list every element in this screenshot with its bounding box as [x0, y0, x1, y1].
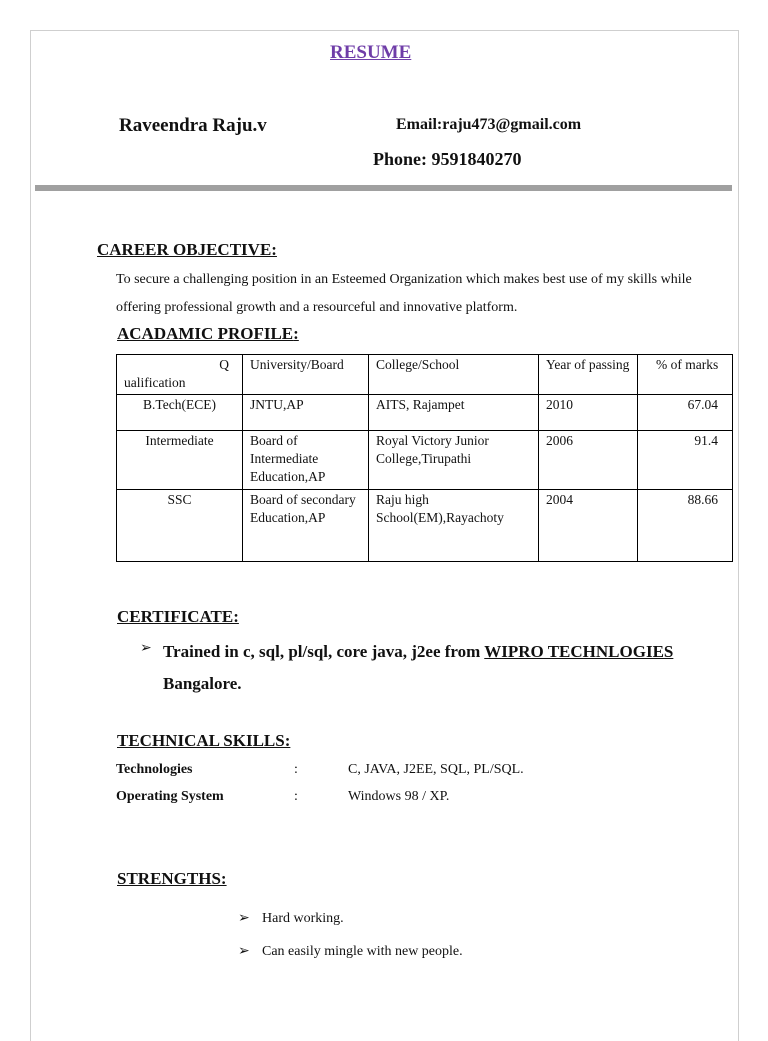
cell-qualification: B.Tech(ECE) [117, 395, 243, 431]
certificate-text-after: Bangalore. [163, 674, 242, 693]
academic-table [116, 354, 733, 562]
certificate-heading: CERTIFICATE: [117, 607, 239, 626]
cell-marks: 67.04 [638, 395, 733, 431]
cell-marks: 88.66 [638, 490, 733, 562]
qualification-header-q: Q [219, 357, 229, 372]
skill-separator: : [294, 789, 298, 804]
column-header-college: College/School [369, 355, 539, 395]
cell-year: 2010 [539, 395, 638, 431]
career-objective-heading: CAREER OBJECTIVE: [97, 240, 277, 259]
arrow-bullet-icon: ➢ [238, 911, 250, 926]
strength-text: Can easily mingle with new people. [262, 944, 463, 959]
candidate-email: Email:raju473@gmail.com [396, 116, 582, 133]
arrow-bullet-icon: ➢ [238, 944, 250, 959]
resume-title: RESUME [330, 42, 412, 63]
strengths-heading: STRENGTHS: [117, 869, 227, 888]
cell-college: Raju high School(EM),Rayachoty [369, 490, 539, 562]
cell-college: Royal Victory Junior College,Tirupathi [369, 431, 539, 490]
column-header-marks: % of marks [638, 355, 733, 395]
skill-row-operating-system [0, 789, 768, 809]
cell-university: Board of secondary Education,AP [243, 490, 369, 562]
candidate-phone: Phone: 9591840270 [373, 149, 522, 169]
certificate-company: WIPRO TECHNLOGIES [484, 642, 674, 661]
cell-university: JNTU,AP [243, 395, 369, 431]
header-divider [35, 185, 732, 191]
cell-year: 2004 [539, 490, 638, 562]
qualification-header-rest: ualification [124, 375, 186, 390]
skill-separator: : [294, 762, 298, 777]
arrow-bullet-icon: ➢ [140, 641, 152, 656]
certificate-text-before: Trained in c, sql, pl/sql, core java, j2ee from [163, 642, 485, 661]
skill-value: Windows 98 / XP. [348, 789, 450, 804]
cell-college: AITS, Rajampet [369, 395, 539, 431]
career-objective-text: To secure a challenging position in an Esteemed Organization which makes best use of my skills while offering professional growth and a resourceful and innovative platform. [116, 272, 692, 315]
column-header-qualification [117, 355, 243, 395]
candidate-name: Raveendra Raju.v [119, 115, 267, 136]
academic-profile-heading-colon: : [293, 324, 299, 343]
table-header-row [117, 355, 733, 395]
skill-label: Operating System [116, 789, 224, 804]
certificate-text [163, 636, 723, 700]
table-row [117, 395, 733, 431]
strength-text: Hard working. [262, 911, 344, 926]
cell-marks: 91.4 [638, 431, 733, 490]
column-header-year: Year of passing [539, 355, 638, 395]
cell-university: Board of Intermediate Education,AP [243, 431, 369, 490]
skill-label: Technologies [116, 762, 193, 777]
table-row [117, 431, 733, 490]
cell-year: 2006 [539, 431, 638, 490]
skill-row-technologies [0, 762, 768, 782]
list-item [238, 910, 344, 927]
cell-qualification: Intermediate [117, 431, 243, 490]
cell-qualification: SSC [117, 490, 243, 562]
skill-value: C, JAVA, J2EE, SQL, PL/SQL. [348, 762, 524, 777]
table-row [117, 490, 733, 562]
academic-profile-heading [117, 324, 299, 344]
list-item [238, 943, 463, 960]
column-header-university: University/Board [243, 355, 369, 395]
technical-skills-heading: TECHNICAL SKILLS: [117, 731, 291, 750]
academic-profile-heading-text: ACADAMIC PROFILE [117, 324, 294, 343]
